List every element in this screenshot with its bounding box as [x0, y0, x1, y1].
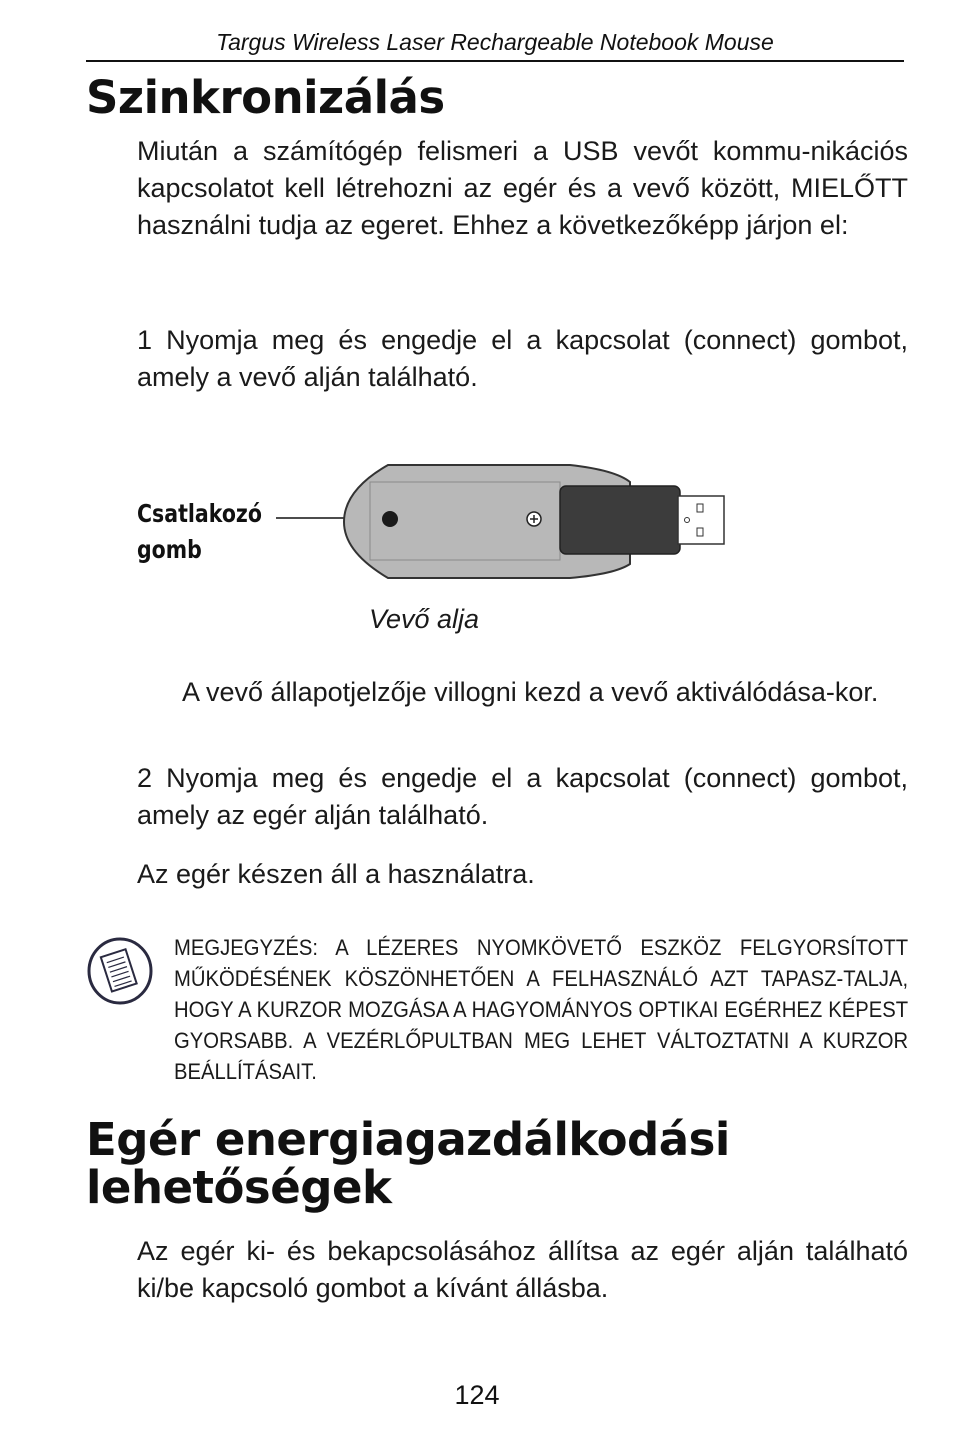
- step-2-text: 2 Nyomja meg és engedje el a kapcsolat (connect) gombot, amely az egér alján található.: [137, 763, 908, 830]
- note-text: MEGJEGYZÉS: A LÉZERES NYOMKÖVETŐ ESZKÖZ FELGYORSÍTOTT MŰKÖDÉSÉNEK KÖSZÖNHETŐEN A FELHASZNÁLÓ AZT TAPASZ-TALJA, HOGY A KURZOR MOZGÁSA A HAGYOMÁNYOS OPTIKAI EGÉRHEZ KÉPEST GYORSABB. A VEZÉRLŐPULTBAN MEG LEHET VÁLTOZTATNI A KURZOR BEÁLLÍTÁSAIT.: [174, 935, 909, 1084]
- connect-button-callout: [137, 496, 262, 568]
- callout-line-2: gomb: [137, 535, 202, 564]
- section-title-power-line2: lehetőségek: [86, 1161, 392, 1214]
- note-notebook-icon: [86, 936, 154, 1006]
- step-1-text: 1 Nyomja meg és engedje el a kapcsolat (connect) gombot, amely a vevő alján található.: [137, 325, 908, 392]
- page-number: 124: [454, 1380, 500, 1410]
- section-title-power: [86, 1113, 730, 1214]
- section-title-power-line1: Egér energiagazdálkodási: [86, 1113, 730, 1166]
- running-head-text: Targus Wireless Laser Rechargeable Notebook Mouse: [216, 29, 774, 55]
- usb-connector-housing: [560, 486, 680, 554]
- power-body-text: Az egér ki- és bekapcsolásához állítsa az egér alján található ki/be kapcsoló gombot a kívánt állásba.: [137, 1236, 908, 1303]
- running-head: [86, 26, 904, 62]
- intro-paragraph: Miután a számítógép felismeri a USB vevőt kommu-nikációs kapcsolatot kell létrehozni az egér és a vevő között, MIELŐTT használni tudja az egeret. Ehhez a következőképp járjon el:: [137, 136, 908, 240]
- callout-line-1: Csatlakozó: [137, 499, 262, 528]
- receiver-bottom-illustration: [270, 460, 740, 585]
- figure-caption: Vevő alja: [369, 604, 480, 634]
- ready-text: Az egér készen áll a használatra.: [137, 859, 535, 889]
- section-title-sync: Szinkronizálás: [86, 71, 445, 124]
- step-1-result: A vevő állapotjelzője villogni kezd a vevő aktiválódása-kor.: [182, 677, 879, 707]
- connect-button-icon: [382, 511, 398, 527]
